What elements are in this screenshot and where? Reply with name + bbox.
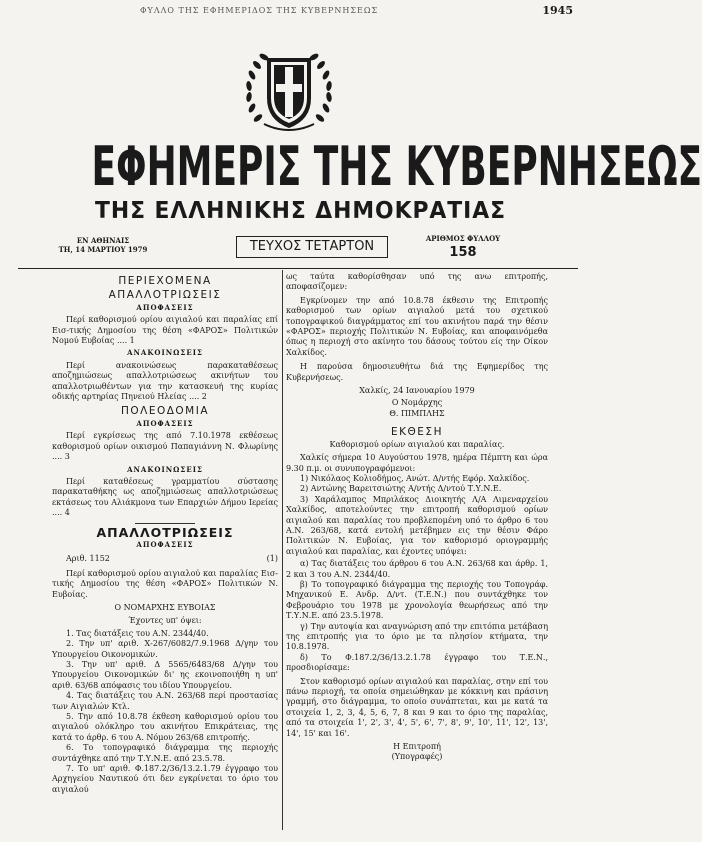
gazette-title: ΕΦΗΜΕΡΙΣ ΤΗΣ ΚΥΒΕΡΝΗΣΕΩΣ <box>91 135 702 198</box>
considerations-item: 7. Το υπ' αριθ. Φ.187.2/36/13.2.1.79 έγγραφο του Αρχηγείου Ναυτικού ότι δεν εγκρίνεται το όριο του αιγιαλού <box>52 764 278 794</box>
report-closing: Στον καθορισμό ορίων αιγιαλού και παραλίας, στην επί του πάνω περιοχή, τα οποία σημειώθηκαν με κόκκινη και πράσινη γραμμή, στο διάγραμμα, το οποίο συνάπτεται, και με κατά τα στοιχεία 1, 2, 3, 4, 5, 6, 7, 8 και 9 και το όριο της παραλίας, από τα στοιχεία 1', 2', 3', 4', 5', 6', 7', 8', 9', 10', 11', 12', 13', 14', 15' και 16'. <box>286 676 548 738</box>
considerations-item: 5. Την από 10.8.78 έκθεση καθορισμού ορίου του αιγιαλού ολόκληρο του ακινήτου Επικράτειας, της κατά το άρθρ. 6 του Α. Νόμου 263/68 επιτροπής. <box>52 712 278 742</box>
body-section-title: ΑΠΑΛΛΟΤΡΙΩΣΕΙΣ <box>96 524 234 540</box>
decision-mark: (1) <box>266 554 278 564</box>
contents-entry-page: 1 <box>129 336 135 346</box>
committee-member: 2) Αντώνης Βαρειτσιώτης Α/ντής Δ/ντού Τ.Υ.Ν.Ε. <box>300 484 502 494</box>
issue-type-box: ΤΕΥΧΟΣ ΤΕΤΑΡΤΟΝ <box>236 236 388 258</box>
contents-entry-page: 4 <box>64 508 70 518</box>
header-top-line: ΦΥΛΛΟ ΤΗΣ ΕΦΗΜΕΡΙΔΟΣ ΤΗΣ ΚΥΒΕΡΝΗΣΕΩΣ <box>140 6 379 15</box>
header-rule <box>18 268 578 269</box>
contents-group-label: ΑΠΟΦΑΣΕΙΣ <box>136 302 194 312</box>
report-finding: δ) Το Φ.187.2/36/13.2.1.78 έγγραφο του Τ.Ε.Ν., προσδιορίσαμε: <box>286 652 548 673</box>
considerations-item: 4. Τας διατάξεις του Α.Ν. 263/68 περί προστασίας των Αιγιαλών Κτλ. <box>52 691 278 711</box>
page-number: 1945 <box>542 4 573 17</box>
issue-date: ΤΗ, 14 ΜΑΡΤΙΟΥ 1979 <box>58 245 148 254</box>
committee-label: Η Επιτροπή <box>393 742 441 752</box>
contents-group-label: ΑΝΑΚΟΙΝΩΣΕΙΣ <box>127 348 203 358</box>
signatures-note: (Υπογραφές) <box>391 752 443 762</box>
issue-place-date <box>58 236 148 254</box>
gazette-subtitle: ΤΗΣ ΕΛΛΗΝΙΚΗΣ ΔΗΜΟΚΡΑΤΙΑΣ <box>95 198 506 224</box>
column-divider <box>282 270 283 830</box>
considerations-item: 3. Την υπ' αριθ. Δ 5565/6483/68 Δ/γην του Υπουργείου Οικονομικών δι' ης εκοινοποιήθη η υπ' αριθ. 63/68 απόφασις του ιδίου Υπουργείου. <box>52 660 278 690</box>
committee-member: 1) Νικόλαος Κολιοδήμος, Ανώτ. Δ/ντής Εφόρ. Χαλκίδος. <box>300 473 530 483</box>
contents-entry: Περί ανακοινώσεως παρακαταθέσεως αποζημιώσεως απαλλοτριώσεως ακινήτων του απαλλοτριωθέντων για την κατασκευή της κυρίας οδικής αρτηρίας Πηνειού Ηλείας .... 2 <box>52 360 278 402</box>
sheet-number: 158 <box>449 245 477 260</box>
report-title: ΕΚΘΕΣΗ <box>391 426 443 439</box>
sheet-number-label: ΑΡΙΘΜΟΣ ΦΥΛΛΟΥ <box>425 234 501 243</box>
signer-title: Ο Νομάρχης <box>391 398 443 408</box>
contents-entry: Περί καθορισμού ορίου αιγιαλού και παραλίας επί Εισ-τικής Δημοσίου της θέση «ΦΑΡΟΣ» Πολιτικών Νομού Ευβοίας .... 1 <box>52 315 278 346</box>
contents-section-title: ΑΠΑΛΛΟΤΡΙΩΣΕΙΣ <box>108 289 222 302</box>
decision-title: Περί καθορισμού ορίου αιγιαλού και παραλίας Εισ-τικής Δημοσίου της θέση «ΦΑΡΟΣ» Πολιτικών Ν. Ευβοίας. <box>52 568 278 599</box>
contents-entry-text: Περί εγκρίσεως της από 7.10.1978 εκθέσεως καθορισμού ορίων οικισμού Παπαγιάννη Ν. Φλωρίνης <box>52 431 278 451</box>
considerations-item: 1. Τας διατάξεις του Α.Ν. 2344/40. <box>66 628 209 638</box>
report-intro: Χαλκίς σήμερα 10 Αυγούστου 1978, ημέρα Πέμπτη και ώρα 9.30 π.μ. οι συνυπογραφόμενοι: <box>286 453 548 473</box>
decision-number: Αριθ. 1152 <box>66 554 110 564</box>
report-finding: α) Τας διατάξεις του άρθρου 6 του Α.Ν. 263/68 και άρθρ. 1, 2 και 3 του Α.Ν. 2344/40. <box>286 559 548 579</box>
committee-member: 3) Χαράλαμπος Μπριλάκος Διοικητής Λ/Α Λιμεναρχείου Χαλκίδος, αποτελούντες την επιτροπή καθορισμού ορίων αιγιαλού και παραλίας του προβλεπομένη υπό το άρθρο 6 του Α.Ν. 263/68, κατά εντολή μετέβημεν εις την θέσιν Φάρο Πολιτικών Ν. Ευβοίας, για τον καθορισμό οριογραμμής αιγιαλού και παραλίας, και έχοντες υπόψει: <box>286 494 548 556</box>
report-finding: γ) Την αυτοψία και αναγνώριση από την επιτόπια μετάβαση της επιτροπής για το όριο με τα πλησίον κτήματα, την 10.8.1978. <box>286 621 548 652</box>
publication-note: Η παρούσα δημοσιευθήτω διά της Εφημερίδος της Κυβερνήσεως. <box>286 362 548 382</box>
issue-bar <box>28 232 538 268</box>
contents-entry-page: 2 <box>201 392 207 402</box>
considerations-item: 2. Την υπ' αριθ. Χ-267/6082/7.9.1968 Δ/γην του Υπουργείου Οικονομικών. <box>52 639 278 659</box>
left-column <box>52 272 278 795</box>
contents-entry-text: Περί καθορισμού ορίου αιγιαλού και παραλίας επί Εισ-τικής Δημοσίου της θέση «ΦΑΡΟΣ» Πολιτικών Νομού Ευβοίας <box>52 315 278 346</box>
contents-group-label: ΑΠΟΦΑΣΕΙΣ <box>136 418 194 428</box>
report-finding: β) Το τοπογραφικό διάγραμμα της περιοχής του Τοπογράφ. Μηχανικού Ε. Ανδρ. Δ/ντ. (Τ.Ε.Ν.) που συντάχθηκε τον Φεβρουάριο του 1978 με χρονολογία θεωρήσεως από την Τ.Υ.Ν.Ε. από 23.5.1978. <box>286 579 548 621</box>
place-date: Χαλκίς, 24 Ιανουαρίου 1979 <box>359 386 475 396</box>
contents-entry-text: Περί καταθέσεως γραμματίου σύστασης παρακαταθήκης ως αποζημιώσεως απαλλοτριώσεως εκτάσεως του Αλιάκμονα των Επαρχιών Δήμου Ιερείας <box>52 476 278 507</box>
coat-of-arms-emblem <box>236 40 342 140</box>
contents-entry-text: Περί ανακοινώσεως παρακαταθέσεως αποζημιώσεως απαλλοτριώσεως ακινήτων του απαλλοτριωθέντων για την κατασκευή της κυρίας οδικής αρτηρίας Πηνειού Ηλείας <box>52 360 278 402</box>
decision-text: Εγκρίνομεν την από 10.8.78 έκθεσιν της Επιτροπής καθορισμού των ορίων αιγιαλού μετά του σχετικού τοπογραφικού διαγράμματος επί του ακινήτου παρά την θέσιν «ΦΑΡΟΣ» περιοχής Πολιτικών Ν. Ευβοίας, και αποφαινόμεθα όπως η περιοχή στο ακίνητο του δάσους τούτου είς την Οίκον Χαλκίδος. <box>286 295 548 357</box>
issue-place: ΕΝ ΑΘΗΝΑΙΣ <box>76 236 130 245</box>
contents-entry: Περί καταθέσεως γραμματίου σύστασης παρακαταθήκης ως αποζημιώσεως απαλλοτριώσεως εκτάσεως του Αλιάκμονα των Επαρχιών Δήμου Ιερείας .... 4 <box>52 476 278 518</box>
decision-reference <box>52 554 278 564</box>
contents-heading: ΠΕΡΙΕΧΟΜΕΝΑ <box>118 275 212 287</box>
having-regard: Έχοντες υπ' όψει: <box>128 616 202 626</box>
signer-name: Θ. ΠΙΜΠΛΗΣ <box>389 408 445 418</box>
decision-authority: Ο ΝΟΜΑΡΧΗΣ ΕΥΒΟΙΑΣ <box>114 602 216 612</box>
sheet-number-block <box>408 234 518 260</box>
decision-intro: ως ταύτα καθορίσθησαν υπό της ανω επιτροπής, αποφασίζομεν: <box>286 272 548 292</box>
right-column <box>286 272 548 763</box>
contents-group-label: ΑΝΑΚΟΙΝΩΣΕΙΣ <box>127 464 203 474</box>
considerations-item: 6. Το τοπογραφικό διάγραμμα της περιοχής συντάχθηκε από την Τ.Υ.Ν.Ε. από 23.5.78. <box>52 743 278 763</box>
body-section-label: ΑΠΟΦΑΣΕΙΣ <box>136 539 194 549</box>
contents-entry: Περί εγκρίσεως της από 7.10.1978 εκθέσεως καθορισμού ορίων οικισμού Παπαγιάννη Ν. Φλωρίνης .... 3 <box>52 431 278 462</box>
section-separator <box>135 523 195 524</box>
contents-section-title: ΠΟΛΕΟΔΟΜΙΑ <box>120 405 210 418</box>
contents-entry-page: 3 <box>64 452 70 462</box>
report-subtitle: Καθορισμού ορίων αιγιαλού και παραλίας. <box>329 439 505 449</box>
